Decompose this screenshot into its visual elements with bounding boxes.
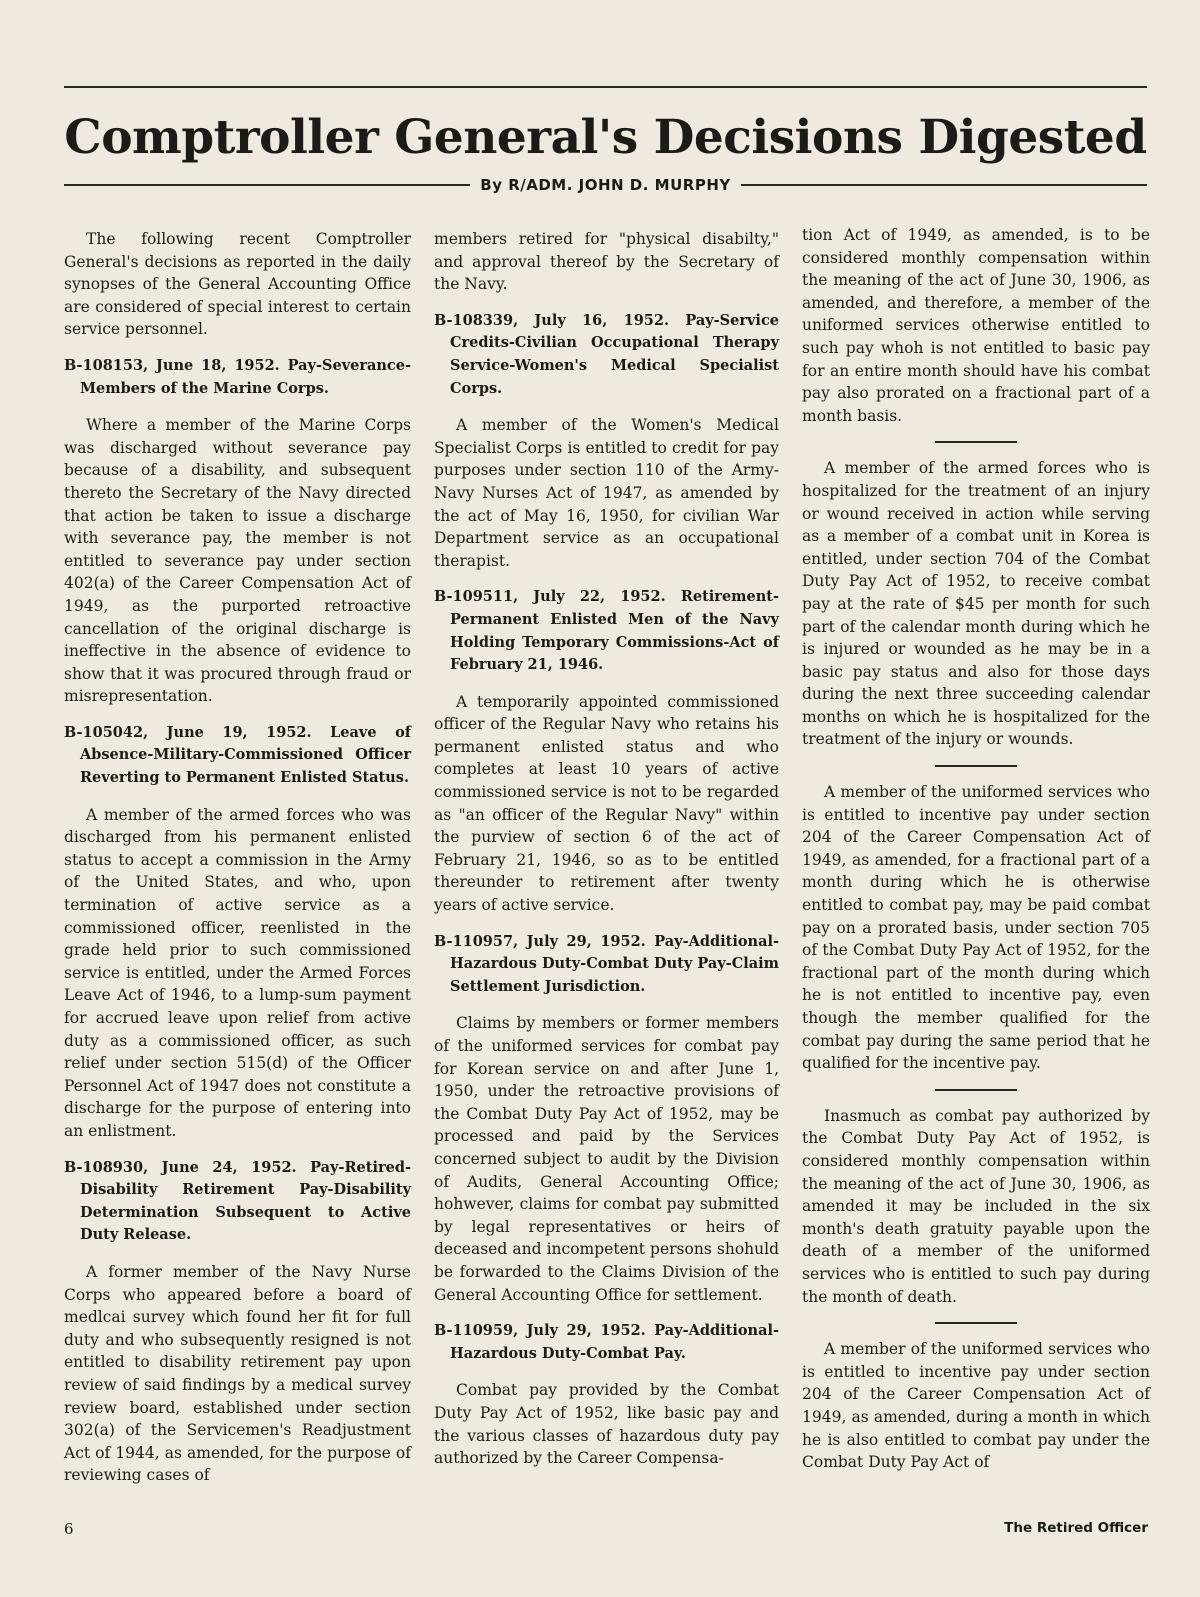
paragraph: A temporarily appointed commissioned officer of the Regular Navy who retains his permanent enlisted status and who completes at least 10 years of active commissioned service is not to be regarded as "an officer of the Regular Navy" within the purview of section 6 of the act of February 21, 1946, so as to be entitled thereunder to retirement after twenty years of active service. [434,692,779,915]
article-title: Comptroller General's Decisions Digested [64,110,1147,165]
byline: By R/ADM. JOHN D. MURPHY [480,176,731,194]
column-2 [434,228,779,1470]
paragraph: Claims by members or former members of the uniformed services for combat pay for Korean service on and after June 1, 1950, under the retroactive provisions of the Combat Duty Pay Act of 1952, may be processed and paid by the Services concerned subject to audit by the Division of Audits, General Accounting Office; hohwever, claims for combat pay submitted by legal representatives or heirs of deceased and incompetent persons shohuld be forwarded to the Claims Division of the General Accounting Office for settlement. [434,1014,779,1304]
paragraph: The following recent Comptroller General's decisions as reported in the daily synopses of the General Accounting Office are considered of special interest to certain service personnel. [64,230,411,339]
decision-heading: B-108153, June 18, 1952. Pay-Severance-Members of the Marine Corps. [64,356,411,397]
decision-heading: B-108339, July 16, 1952. Pay-Service Credits-Civilian Occupational Therapy Service-Women's Medical Specialist Corps. [434,311,779,397]
paragraph: A former member of the Navy Nurse Corps who appeared before a board of medlcai survey which found her fit for full duty and who subsequently resigned is not entitled to disability retirement pay upon review of said findings by a medical survey review board, established under section 302(a) of the Servicemen's Readjustment Act of 1944, as amended, for the purpose of reviewing cases of [64,1262,411,1485]
section-separator [935,1322,1017,1324]
paragraph: Where a member of the Marine Corps was discharged without severance pay because of a disability, and subsequent thereto the Secretary of the Navy directed that action be taken to issue a discharge with severance pay, the member is not entitled to severance pay under section 402(a) of the Career Compensation Act of 1949, as the purported retroactive cancellation of the original discharge is ineffective in the absence of evidence to show that it was procured through fraud or misrepresentation. [64,416,411,706]
column-3 [802,224,1150,1474]
paragraph: tion Act of 1949, as amended, is to be considered monthly compensation within the meaning of the act of June 30, 1906, as amended, and therefore, a member of the uniformed services otherwise entitled to such pay whoh is not entitled to basic pay for an entire month should have his combat pay also prorated on a fractional part of a month basis. [802,226,1150,425]
paragraph: Combat pay provided by the Combat Duty Pay Act of 1952, like basic pay and the various classes of hazardous duty pay authorized by the Career Compensa- [434,1381,779,1468]
publication-name: The Retired Officer [1004,1520,1148,1536]
section-separator [935,765,1017,767]
top-rule [64,86,1147,88]
paragraph: A member of the Women's Medical Specialist Corps is entitled to credit for pay purposes under section 110 of the Army-Navy Nurses Act of 1947, as amended by the act of May 16, 1950, for civilian War Department service as an occupational therapist. [434,416,779,570]
column-1 [64,228,411,1487]
decision-heading: B-110957, July 29, 1952. Pay-Additional-Hazardous Duty-Combat Duty Pay-Claim Settlement Jurisdiction. [434,932,779,995]
paragraph: A member of the uniformed services who is entitled to incentive pay under section 204 of the Career Compensation Act of 1949, as amended, during a month in which he is also entitled to combat pay under the Combat Duty Pay Act of [802,1340,1150,1472]
paragraph: members retired for "physical disabilty," and approval thereof by the Secretary of the Navy. [434,230,779,294]
page-number: 6 [64,1520,74,1538]
decision-heading: B-105042, June 19, 1952. Leave of Absence-Military-Commissioned Officer Reverting to Permanent Enlisted Status. [64,723,411,787]
paragraph: A member of the armed forces who was discharged from his permanent enlisted status to accept a commission in the Army of the United States, and who, upon termination of active service as a commissioned officer, reenlisted in the grade held prior to such commissioned service is entitled, under the Armed Forces Leave Act of 1946, to a lump-sum payment for accrued leave upon relief from active duty as a commissioned officer, as such relief under section 515(d) of the Officer Personnel Act of 1947 does not constitute a discharge for the purpose of entering into an enlistment. [64,805,411,1140]
decision-heading: B-109511, July 22, 1952. Retirement-Permanent Enlisted Men of the Navy Holding Temporary Commissions-Act of February 21, 1946. [434,588,779,674]
byline-row [64,173,1147,197]
paragraph: A member of the armed forces who is hospitalized for the treatment of an injury or wound received in action while serving as a member of a combat unit in Korea is entitled, under section 704 of the Combat Duty Pay Act of 1952, to receive combat pay at the rate of $45 per month for such part of the calendar month during which he is injured or wounded as he may be in a basic pay status and also for those days during the next three succeeding calendar months on which he is hospitalized for the treatment of the injury or wounds. [802,459,1150,749]
paragraph: Inasmuch as combat pay authorized by the Combat Duty Pay Act of 1952, is considered monthly compensation within the meaning of the act of June 30, 1906, as amended it may be included in the six month's death gratuity payable upon the death of a member of the uniformed services who is entitled to such pay during the month of death. [802,1106,1150,1306]
section-separator [935,1089,1017,1091]
paragraph: A member of the uniformed services who is entitled to incentive pay under section 204 of the Career Compensation Act of 1949, as amended, for a fractional part of a month during which he is otherwise entitled to combat pay, may be paid combat pay on a prorated basis, under section 705 of the Combat Duty Pay Act of 1952, for the fractional part of the month during which he is not entitled to incentive pay, even though the member qualified for the combat pay during the same period that he qualified for the incentive pay. [802,783,1150,1073]
byline-rule-left [64,184,470,186]
decision-heading: B-108930, June 24, 1952. Pay-Retired-Disability Retirement Pay-Disability Determination Subsequent to Active Duty Release. [64,1158,411,1244]
byline-rule-right [741,184,1147,186]
decision-heading: B-110959, July 29, 1952. Pay-Additional-Hazardous Duty-Combat Pay. [434,1322,779,1362]
section-separator [935,441,1017,443]
